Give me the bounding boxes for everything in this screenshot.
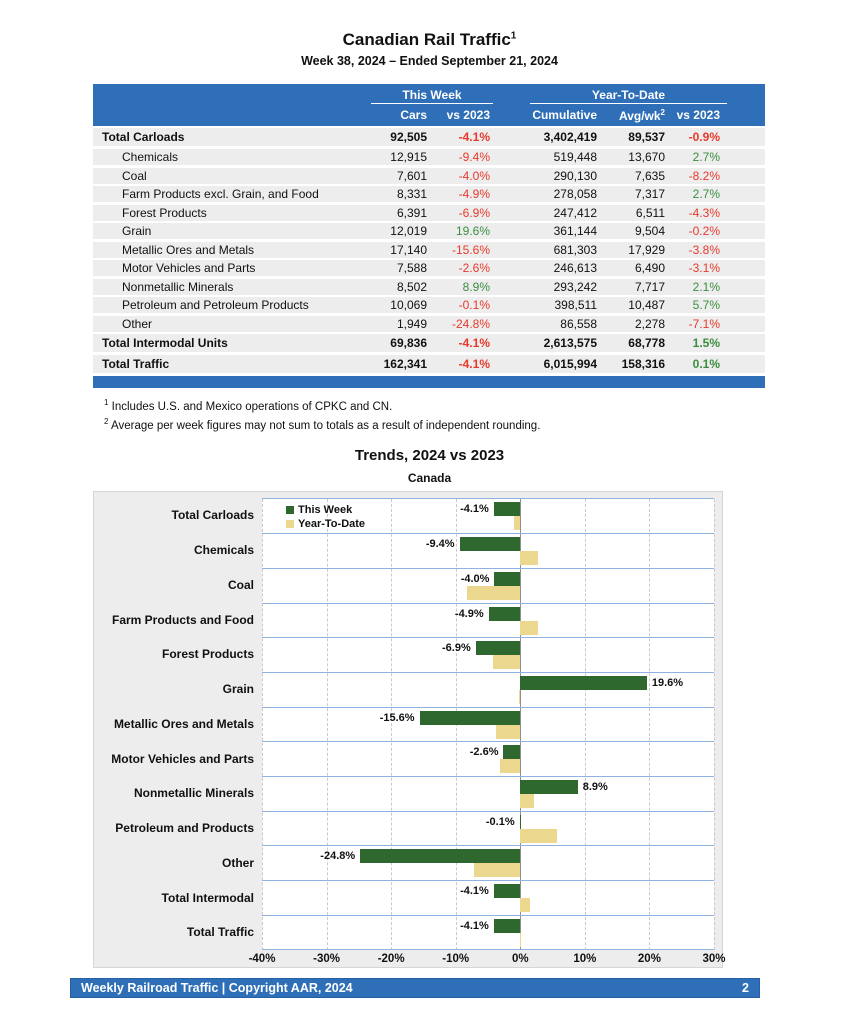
chart-category-label: Total Traffic — [186, 925, 254, 940]
bar-value-label: -0.1% — [485, 815, 515, 828]
row-label: Total Carloads — [102, 130, 185, 144]
row-value: 19.6% — [455, 224, 490, 238]
row-value: -24.8% — [451, 316, 490, 331]
table-row — [93, 168, 765, 184]
row-value: 2.1% — [692, 279, 720, 294]
row-value: 162,341 — [383, 357, 427, 371]
row-value: 10,487 — [628, 298, 665, 312]
x-axis-tick: 30% — [702, 953, 726, 966]
footer-bar — [70, 978, 760, 998]
bar-value-label: -6.9% — [441, 642, 471, 655]
traffic-table — [93, 84, 765, 388]
row-value: 92,505 — [390, 130, 427, 144]
row-value: -0.2% — [688, 224, 720, 238]
group-header-this-week: This Week — [371, 88, 493, 104]
row-value: 7,717 — [634, 279, 665, 294]
footnote-1-marker: 1 — [104, 398, 109, 407]
table-row — [93, 205, 765, 221]
table-row — [93, 242, 765, 258]
row-value: -4.3% — [688, 205, 720, 220]
x-axis-tick: 0% — [511, 953, 529, 966]
bar-year-to-date — [520, 898, 530, 912]
row-value: -3.8% — [688, 242, 720, 257]
row-label: Metallic Ores and Metals — [122, 242, 255, 257]
row-value: -4.0% — [458, 168, 490, 183]
row-value: 361,144 — [553, 224, 597, 238]
row-label: Other — [122, 316, 153, 331]
row-label: Forest Products — [122, 205, 207, 220]
row-value: -4.1% — [458, 357, 490, 371]
column-header-vs2023-ytd: vs 2023 — [676, 108, 720, 122]
avg-wk-label: Avg/wk — [618, 109, 661, 123]
row-value: 6,511 — [635, 205, 665, 220]
table-bottom-bar — [93, 376, 765, 388]
row-value: 17,929 — [628, 242, 665, 257]
row-value: 7,601 — [396, 168, 427, 183]
chart-row — [262, 569, 714, 604]
row-value: 681,303 — [553, 242, 597, 257]
chart-row — [262, 638, 714, 673]
bar-this-week — [489, 607, 521, 621]
x-axis-tick: -20% — [377, 953, 405, 966]
bar-year-to-date — [496, 725, 521, 739]
row-value: 68,778 — [628, 336, 665, 350]
row-value: 2.7% — [692, 150, 720, 164]
bar-year-to-date — [467, 586, 520, 600]
row-value: 398,511 — [554, 298, 597, 312]
row-label: Total Traffic — [102, 357, 170, 371]
bar-value-label: -4.1% — [460, 919, 489, 932]
row-spacer — [720, 186, 765, 202]
bar-value-label: 19.6% — [651, 676, 684, 689]
page-title-text: Canadian Rail Traffic — [342, 30, 511, 49]
bar-value-label: -4.1% — [460, 503, 489, 516]
chart-title: Trends, 2024 vs 2023 — [354, 447, 505, 465]
footnote-1-text: Includes U.S. and Mexico operations of CPKC and CN. — [111, 400, 393, 413]
bar-this-week — [503, 745, 520, 759]
chart-row — [262, 916, 714, 951]
row-spacer — [720, 205, 765, 221]
row-value: 0.1% — [692, 357, 720, 371]
bar-value-label: -4.0% — [460, 572, 490, 585]
chart-category-label: Metallic Ores and Metals — [113, 716, 254, 731]
row-value: 2,278 — [634, 316, 665, 331]
chart-category-label: Other — [221, 855, 254, 870]
chart-category-labels — [94, 498, 254, 950]
chart-subtitle: Canada — [407, 471, 452, 486]
row-value: 12,915 — [390, 150, 427, 164]
chart-row — [262, 881, 714, 916]
row-value: -0.1% — [458, 298, 490, 312]
column-header-row — [93, 108, 765, 123]
x-axis-tick: -40% — [248, 953, 276, 966]
bar-year-to-date — [520, 621, 537, 635]
chart-category-label: Farm Products and Food — [111, 612, 254, 627]
footnote-1 — [104, 397, 859, 416]
chart-category-label: Petroleum and Products — [115, 821, 254, 836]
row-label: Grain — [122, 224, 152, 238]
chart-plot-area — [262, 498, 714, 950]
bar-this-week — [494, 502, 520, 516]
row-value: 89,537 — [628, 130, 665, 144]
bar-value-label: -9.4% — [425, 538, 455, 551]
row-value: -8.2% — [688, 168, 720, 183]
footnotes — [104, 397, 859, 435]
row-value: -7.1% — [688, 316, 720, 331]
chart-category-label: Total Carloads — [171, 508, 254, 523]
row-value: -4.1% — [458, 130, 490, 144]
row-value: 1,949 — [396, 316, 427, 331]
bar-this-week — [460, 537, 521, 551]
table-body — [93, 128, 765, 373]
gridline — [714, 499, 715, 950]
row-spacer — [720, 279, 765, 295]
table-row — [93, 186, 765, 202]
row-value: 5.7% — [692, 298, 720, 312]
table-row — [93, 297, 765, 313]
row-value: 8,331 — [396, 187, 427, 201]
bar-value-label: -4.9% — [454, 607, 484, 620]
chart-category-label: Forest Products — [161, 647, 254, 662]
bar-value-label: 8.9% — [582, 780, 608, 793]
footnote-2-text: Average per week figures may not sum to totals as a result of independent rounding. — [111, 420, 541, 433]
row-spacer — [720, 128, 765, 146]
bar-year-to-date — [519, 690, 520, 704]
bar-this-week — [476, 641, 521, 655]
bar-value-label: -2.6% — [469, 746, 499, 759]
column-header-endspacer — [720, 108, 765, 123]
row-spacer — [720, 334, 765, 352]
table-row — [93, 128, 765, 146]
chart-category-label: Motor Vehicles and Parts — [111, 751, 254, 766]
row-value: 86,558 — [560, 316, 597, 331]
row-label: Farm Products excl. Grain, and Food — [122, 187, 319, 201]
row-value: 8,502 — [396, 279, 427, 294]
table-row — [93, 316, 765, 332]
table-row — [93, 260, 765, 276]
legend-swatch-icon — [286, 506, 294, 514]
bar-year-to-date — [500, 759, 520, 773]
row-spacer — [720, 260, 765, 276]
table-row — [93, 279, 765, 295]
chart-row — [262, 846, 714, 881]
page-title — [0, 0, 859, 50]
row-spacer — [720, 168, 765, 184]
table-row — [93, 355, 765, 373]
column-header-cumulative: Cumulative — [532, 108, 597, 122]
row-value: -6.9% — [458, 205, 490, 220]
row-value: -9.4% — [458, 150, 490, 164]
row-value: 7,635 — [634, 168, 665, 183]
row-value: 12,019 — [390, 224, 427, 238]
row-value: 13,670 — [628, 150, 665, 164]
row-value: 3,402,419 — [543, 130, 597, 144]
row-value: 293,242 — [553, 279, 597, 294]
chart-category-label: Grain — [222, 682, 254, 697]
row-value: -0.9% — [688, 130, 720, 144]
bar-year-to-date — [520, 794, 534, 808]
column-header-spacer — [93, 108, 343, 123]
row-label: Motor Vehicles and Parts — [122, 261, 256, 275]
row-value: 17,140 — [390, 242, 427, 257]
row-spacer — [720, 316, 765, 332]
chart-row — [262, 604, 714, 639]
trends-chart — [93, 491, 726, 968]
bar-year-to-date — [493, 655, 521, 669]
bar-value-label: -4.1% — [460, 885, 489, 897]
chart-x-axis — [248, 953, 726, 968]
row-spacer — [720, 355, 765, 373]
row-value: 8.9% — [462, 279, 490, 294]
legend-item — [286, 503, 365, 517]
bar-this-week — [494, 919, 520, 933]
row-spacer — [720, 242, 765, 258]
bar-this-week — [360, 849, 520, 863]
legend-item — [286, 517, 365, 531]
bar-value-label: -15.6% — [379, 711, 415, 724]
row-value: 2.7% — [692, 187, 720, 201]
bar-this-week — [520, 780, 577, 794]
footnote-2-marker: 2 — [104, 417, 109, 427]
page-subtitle: Week 38, 2024 – Ended September 21, 2024 — [301, 54, 558, 68]
row-value: -15.6% — [451, 242, 490, 257]
row-value: -4.1% — [458, 336, 490, 350]
row-spacer — [720, 223, 765, 239]
row-value: 1.5% — [692, 336, 720, 350]
bar-year-to-date — [474, 863, 520, 877]
row-value: 246,613 — [553, 261, 597, 275]
legend-label: Year-To-Date — [298, 518, 366, 531]
row-value: 6,391 — [396, 205, 427, 220]
row-value: 7,317 — [634, 187, 665, 201]
row-spacer — [720, 297, 765, 313]
row-label: Nonmetallic Minerals — [122, 279, 234, 294]
legend-label: This Week — [298, 504, 353, 517]
chart-bars — [262, 499, 714, 950]
row-value: 519,448 — [553, 150, 597, 164]
row-value: 158,316 — [621, 357, 665, 371]
chart-category-label: Coal — [227, 577, 254, 592]
bar-this-week — [520, 815, 521, 829]
chart-row — [262, 534, 714, 569]
row-value: 290,130 — [553, 168, 597, 183]
table-row — [93, 149, 765, 165]
row-value: 6,015,994 — [543, 357, 597, 371]
chart-row — [262, 777, 714, 812]
chart-row — [262, 742, 714, 777]
bar-this-week — [520, 676, 647, 690]
x-axis-tick: -30% — [313, 953, 340, 966]
chart-row — [262, 673, 714, 708]
row-label: Chemicals — [122, 150, 179, 164]
bar-this-week — [420, 711, 521, 725]
chart-row — [262, 708, 714, 743]
chart-legend — [286, 503, 365, 531]
bar-value-label: -24.8% — [320, 850, 356, 863]
row-value: -3.1% — [688, 261, 720, 275]
chart-category-label: Nonmetallic Minerals — [133, 786, 254, 801]
avg-wk-footnote-marker: 2 — [660, 108, 665, 117]
x-axis-tick: -10% — [442, 953, 470, 966]
row-value: 7,588 — [396, 261, 427, 275]
row-value: 10,069 — [390, 298, 427, 312]
row-value: 2,613,575 — [543, 336, 597, 350]
row-label: Total Intermodal Units — [102, 336, 228, 350]
group-header-year-to-date: Year-To-Date — [530, 88, 727, 104]
table-row — [93, 334, 765, 352]
row-value: 6,490 — [634, 261, 665, 275]
row-value: 247,412 — [553, 205, 597, 220]
title-footnote-marker: 1 — [510, 30, 517, 42]
bar-this-week — [494, 884, 520, 898]
chart-row — [262, 812, 714, 847]
row-value: 278,058 — [553, 187, 597, 201]
chart-category-label: Total Intermodal — [161, 890, 254, 905]
legend-swatch-icon — [286, 520, 294, 528]
row-label: Coal — [122, 168, 147, 183]
table-row — [93, 223, 765, 239]
row-value: 9,504 — [634, 224, 665, 238]
row-label: Petroleum and Petroleum Products — [122, 298, 309, 312]
footnote-2 — [104, 416, 859, 435]
bar-this-week — [494, 572, 520, 586]
bar-year-to-date — [520, 551, 537, 565]
row-value: 69,836 — [390, 336, 427, 350]
column-header-cars: Cars — [400, 108, 427, 122]
bar-year-to-date — [520, 933, 521, 947]
column-header-avg-wk — [597, 108, 665, 123]
table-header — [93, 84, 765, 126]
x-axis-tick: 10% — [573, 953, 597, 966]
row-value: -2.6% — [458, 261, 490, 275]
row-spacer — [720, 149, 765, 165]
footer-page-number: 2 — [742, 981, 749, 996]
footer-text: Weekly Railroad Traffic | Copyright AAR, 2024 — [81, 981, 353, 996]
bar-year-to-date — [514, 516, 520, 530]
bar-year-to-date — [520, 829, 557, 843]
chart-category-label: Chemicals — [193, 542, 254, 557]
column-header-vs2023-week: vs 2023 — [446, 108, 490, 122]
x-axis-tick: 20% — [637, 953, 661, 966]
row-value: -4.9% — [458, 187, 490, 201]
